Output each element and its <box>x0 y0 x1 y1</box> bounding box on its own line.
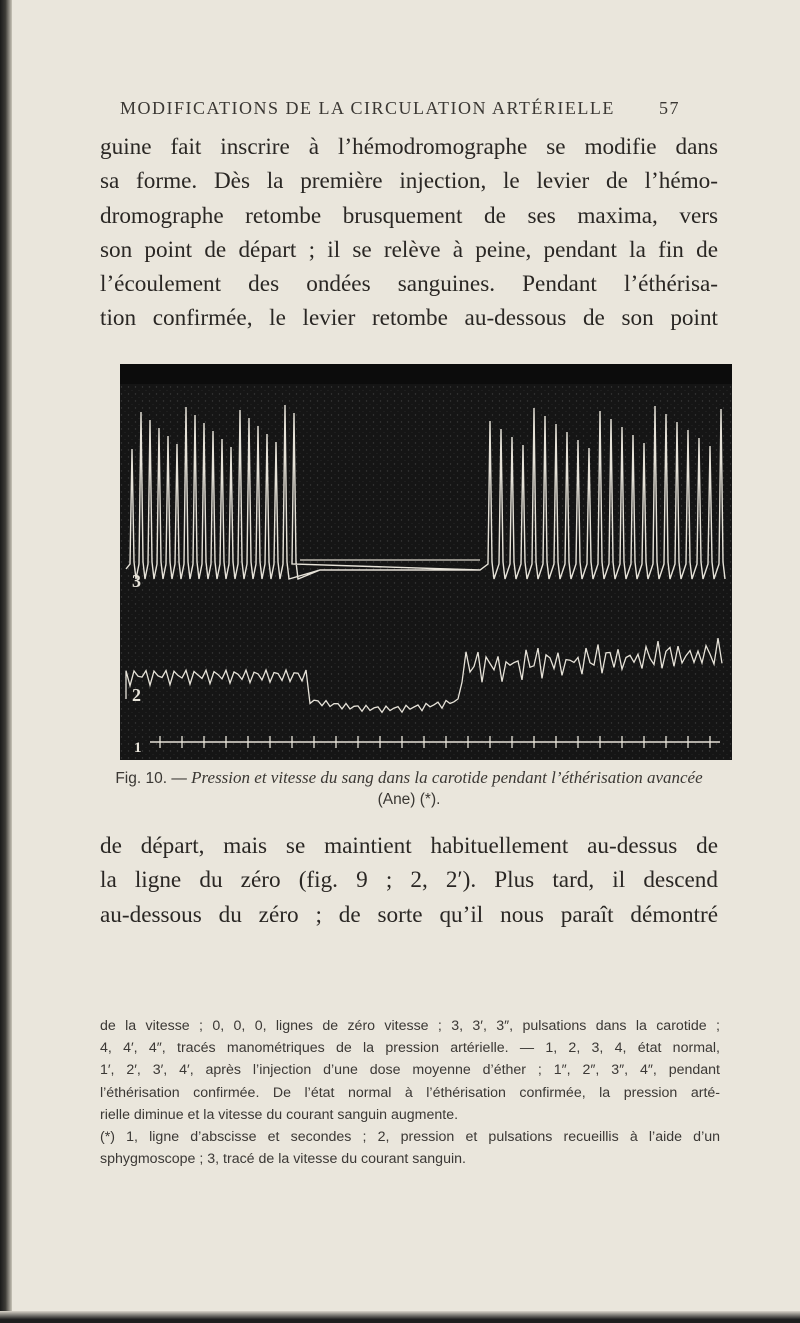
kymograph-tracing <box>120 364 732 760</box>
plate-background <box>120 364 732 760</box>
page-number: 57 <box>659 98 680 118</box>
footnote-line: (*) 1, ligne d’abscisse et secondes ; 2, pression et pulsations recueillis à l’aide d’un <box>100 1129 720 1146</box>
text-line: la ligne du zéro (fig. 9 ; 2, 2′). Plus tard, il descend <box>100 867 718 894</box>
figure-plate <box>120 364 732 760</box>
footnote-line: sphygmoscope ; 3, tracé de la vitesse du courant sanguin. <box>100 1151 466 1168</box>
text-line: guine fait inscrire à l’hémodromographe se modifie dans <box>100 134 718 160</box>
running-head <box>120 98 680 119</box>
figure-caption <box>100 767 718 810</box>
text-line: son point de départ ; il se relève à peine, pendant la fin de <box>100 236 718 263</box>
footnotes <box>100 1015 720 1170</box>
text-line: sa forme. Dès la première injection, le levier de l’hémo- <box>100 168 718 195</box>
trace-label-3: 3 <box>132 571 141 591</box>
caption-title: Pression et vitesse du sang dans la carotide pendant l’éthérisation avancée <box>191 768 703 787</box>
footnote-line: de la vitesse ; 0, 0, 0, lignes de zéro vitesse ; 3, 3′, 3″, pulsations dans la carotide ; <box>100 1018 720 1034</box>
footnote-line: 4, 4′, 4″, tracés manométriques de la pression artérielle. — 1, 2, 3, 4, état normal, <box>100 1040 720 1057</box>
running-title: MODIFICATIONS DE LA CIRCULATION ARTÉRIELLE <box>120 98 615 118</box>
text-line: dromographe retombe brusquement de ses maxima, vers <box>100 202 718 229</box>
trace-label-2: 2 <box>132 685 141 705</box>
footnote-line: rielle diminue et la vitesse du courant sanguin augmente. <box>100 1106 459 1123</box>
text-line: tion confirmée, le levier retombe au-dessous de son point <box>100 305 718 332</box>
caption-prefix: Fig. 10. — <box>115 770 187 787</box>
page-bottom-edge <box>0 1311 800 1323</box>
book-binding-edge <box>0 0 12 1323</box>
text-line: au-dessous du zéro ; de sorte qu’il nous paraît démontré <box>100 901 718 928</box>
footnote-line: 1′, 2′, 3′, 4′, après l’injection d’une dose moyenne d’éther ; 1″, 2″, 3″, 4″, pendant <box>100 1062 720 1079</box>
caption-suffix: (Ane) (*). <box>377 791 441 808</box>
top-paragraph <box>100 130 718 336</box>
text-line: de départ, mais se maintient habituellement au-dessus de <box>100 833 718 859</box>
bottom-paragraph <box>100 829 718 932</box>
trace-label-1: 1 <box>134 740 142 756</box>
footnote-line: l’éthérisation confirmée. De l’état normal à l’éthérisation confirmée, la pression arté- <box>100 1084 720 1101</box>
text-line: l’écoulement des ondées sanguines. Pendant l’éthérisa- <box>100 271 718 298</box>
plate-top-band <box>120 364 732 384</box>
